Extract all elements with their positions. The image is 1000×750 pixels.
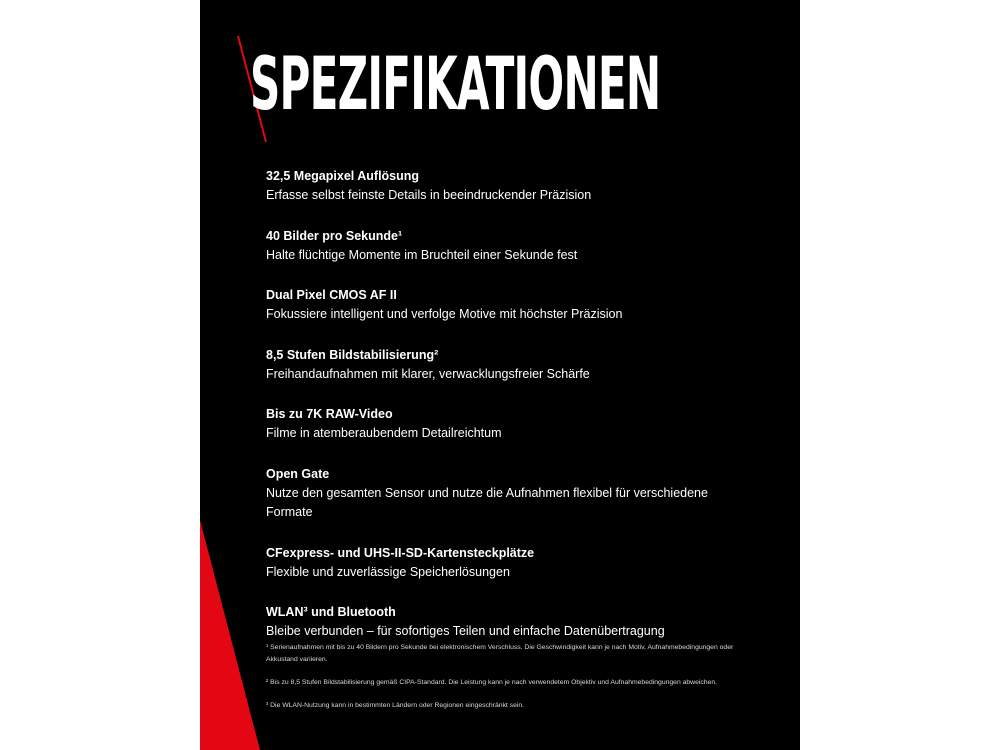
spec-description: Nutze den gesamten Sensor und nutze die Aufnahmen flexibel für verschiedene Formate <box>266 485 708 519</box>
spec-item <box>266 285 756 325</box>
footnote: ² Bis zu 8,5 Stufen Bildstabilisierung gemäß CIPA-Standard. Die Leistung kann je nach verwendetem Objektiv und Aufnahmebedingungen abweichen. <box>266 679 718 686</box>
spec-heading: 32,5 Megapixel Auflösung <box>266 169 420 183</box>
spec-item <box>266 226 756 266</box>
spec-heading: Bis zu 7K RAW-Video <box>266 407 393 421</box>
spec-list <box>266 166 756 662</box>
spec-description: Halte flüchtige Momente im Bruchteil einer Sekunde fest <box>266 247 578 262</box>
spec-description: Bleibe verbunden – für sofortiges Teilen und einfache Datenübertragung <box>266 624 665 638</box>
page-title: SPEZIFIKATIONEN <box>250 41 661 127</box>
footnote: ³ Die WLAN-Nutzung kann in bestimmten Ländern oder Regionen eingeschränkt sein. <box>266 702 525 709</box>
spec-item <box>266 464 756 523</box>
spec-heading: Open Gate <box>266 466 330 481</box>
spec-item <box>266 543 756 583</box>
footnote: ¹ Serienaufnahmen mit bis zu 40 Bildern pro Sekunde bei elektronischem Verschluss. Die Geschwindigkeit kann je nach Motiv, Aufnahmebedingungen oder Akkustand variieren. <box>266 644 734 663</box>
spec-heading: 8,5 Stufen Bildstabilisierung² <box>266 347 439 362</box>
spec-description: Erfasse selbst feinste Details in beeindruckender Präzision <box>266 188 592 202</box>
spec-description: Fokussiere intelligent und verfolge Motive mit höchster Präzision <box>266 307 623 321</box>
spec-item <box>266 345 756 385</box>
spec-heading: 40 Bilder pro Sekunde¹ <box>266 228 403 243</box>
spec-item <box>266 602 756 642</box>
spec-item <box>266 166 756 206</box>
spec-panel <box>200 0 800 750</box>
spec-item <box>266 404 756 444</box>
spec-description: Filme in atemberaubendem Detailreichtum <box>266 426 502 440</box>
spec-heading: Dual Pixel CMOS AF II <box>266 288 397 302</box>
spec-heading: WLAN³ und Bluetooth <box>266 605 396 619</box>
spec-description: Flexible und zuverlässige Speicherlösungen <box>266 564 510 579</box>
footnotes <box>266 642 736 723</box>
spec-description: Freihandaufnahmen mit klarer, verwacklungsfreier Schärfe <box>266 366 590 381</box>
spec-heading: CFexpress- und UHS-II-SD-Kartensteckplätze <box>266 545 535 560</box>
